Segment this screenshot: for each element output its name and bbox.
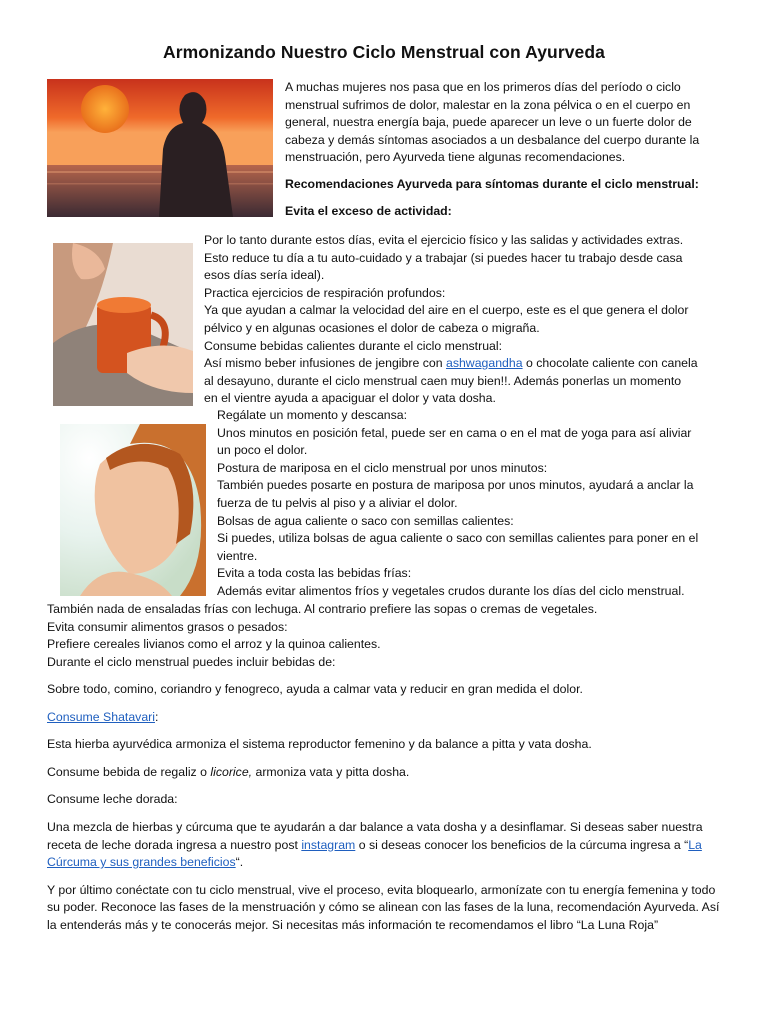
paragraph-mezcla: Una mezcla de hierbas y cúrcuma que te ayudarán a dar balance a vata dosha y a desinflamar. Si deseas saber nuestra receta de leche dorada ingresa a nuestro post instagram o si deseas conocer los beneficios de la cúrcuma ingresa a “La Cúrcuma y sus grandes beneficios“. — [47, 819, 703, 870]
paragraph-shatavari: Esta hierba ayurvédica armoniza el sistema reproductor femenino y da balance a pitta y vata dosha. — [47, 737, 592, 752]
text-line: Evita consumir alimentos grasos o pesados: — [47, 619, 288, 634]
text-line: en el vientre ayuda a apaciguar el dolor y vata dosha. — [204, 391, 496, 406]
text-line: Evita a toda costa las bebidas frías: — [217, 566, 412, 581]
recommendations-heading: Recomendaciones Ayurveda para síntomas durante el ciclo menstrual: — [285, 176, 699, 191]
activity-heading: Evita el exceso de actividad: — [285, 203, 452, 218]
paragraph-shatavari-heading: Consume Shatavari: — [47, 709, 159, 724]
text-line-ashwagandha: Así mismo beber infusiones de jengibre con ashwagandha o chocolate caliente con canela — [204, 356, 698, 371]
text-line: vientre. — [217, 548, 258, 563]
text-line: Además evitar alimentos fríos y vegetales crudos durante los días del ciclo menstrual. — [217, 583, 685, 598]
paragraph-final: Y por último conéctate con tu ciclo menstrual, vive el proceso, evita bloquearlo, armonízate con tu energía femenina y todo su poder. Reconoce las fases de la menstruación y cómo se alinean con las fases de la luna, recomendación Ayurveda. Así la entenderás más y te conocerás mejor. Si necesitas más información te recomendamos el libro “La Luna Roja” — [47, 882, 720, 932]
body-block-4 — [47, 601, 737, 671]
text-line: un poco el dolor. — [217, 443, 308, 458]
paragraph-leche-heading: Consume leche dorada: — [47, 792, 178, 807]
text-line: pélvico y en algunas ocasiones el dolor de cabeza o migraña. — [204, 320, 540, 335]
text-line: También puedes posarte en postura de mariposa por unos minutos, ayudará a anclar la — [217, 478, 694, 493]
text-line: Ya que ayudan a calmar la velocidad del aire en el cuerpo, este es el que genera el dolor — [204, 303, 689, 318]
text-line: Consume bebidas calientes durante el ciclo menstrual: — [204, 338, 503, 353]
text-line: Si puedes, utiliza bolsas de agua caliente o saco con semillas calientes para poner en el — [217, 531, 699, 546]
text-line: También nada de ensaladas frías con lechuga. Al contrario prefiere las sopas o cremas de vegetales. — [47, 602, 598, 616]
text-line: Prefiere cereales livianos como el arroz y la quinoa calientes. — [47, 637, 381, 652]
text-line: esos días sería ideal). — [204, 268, 325, 283]
woman-sunlight-image — [60, 424, 206, 596]
paragraph-regaliz: Consume bebida de regaliz o licorice, armoniza vata y pitta dosha. — [47, 764, 410, 779]
text-line: Bolsas de agua caliente o saco con semillas calientes: — [217, 513, 514, 528]
text-line: Por lo tanto durante estos días, evita el ejercicio físico y las salidas y actividades extras. — [204, 233, 684, 247]
text-line: Durante el ciclo menstrual puedes incluir bebidas de: — [47, 654, 336, 669]
body-block-3 — [217, 407, 737, 601]
intro-paragraph: A muchas mujeres nos pasa que en los primeros días del período o ciclo menstrual sufrimos de dolor, malestar en la zona pélvica o en el cuerpo en general, nuestra energía baja, puede aparecer un leve o un fuerte dolor de cabeza y demás síntomas asociados a un desbalance del cuerpo durante la menstruación, pero Ayurveda tiene algunas recomendaciones. — [285, 80, 700, 165]
ashwagandha-link[interactable]: ashwagandha — [445, 356, 523, 371]
text-line: fuerza de tu pelvis al piso y a aliviar el dolor. — [217, 495, 458, 510]
woman-mug-image — [53, 243, 193, 406]
paragraph-comino: Sobre todo, comino, coriandro y fenogreco, ayuda a calmar vata y reducir en gran medida el dolor. — [47, 682, 583, 696]
shatavari-link[interactable]: Consume Shatavari — [47, 709, 155, 724]
text-line: Practica ejercicios de respiración profundos: — [204, 285, 446, 300]
body-block-5 — [47, 681, 727, 935]
body-block-2 — [204, 232, 734, 408]
instagram-link[interactable]: instagram — [301, 837, 356, 852]
sunset-woman-image — [47, 79, 273, 217]
intro-section — [285, 79, 721, 220]
text-line: Regálate un momento y descansa: — [217, 408, 408, 422]
text-line: Unos minutos en posición fetal, puede ser en cama o en el mat de yoga para así aliviar — [217, 425, 692, 440]
text-line: Esto reduce tu día a tu auto-cuidado y a trabajar (si puedes hacer tu trabajo desde casa — [204, 250, 683, 265]
curcuma-link[interactable]: La Cúrcuma y sus grandes beneficios — [47, 837, 702, 870]
text-line: Postura de mariposa en el ciclo menstrual por unos minutos: — [217, 460, 548, 475]
text-line: al desayuno, durante el ciclo menstrual caen muy bien!!. Además ponerlas un momento — [204, 373, 682, 388]
page-title: Armonizando Nuestro Ciclo Menstrual con Ayurveda — [162, 42, 606, 62]
